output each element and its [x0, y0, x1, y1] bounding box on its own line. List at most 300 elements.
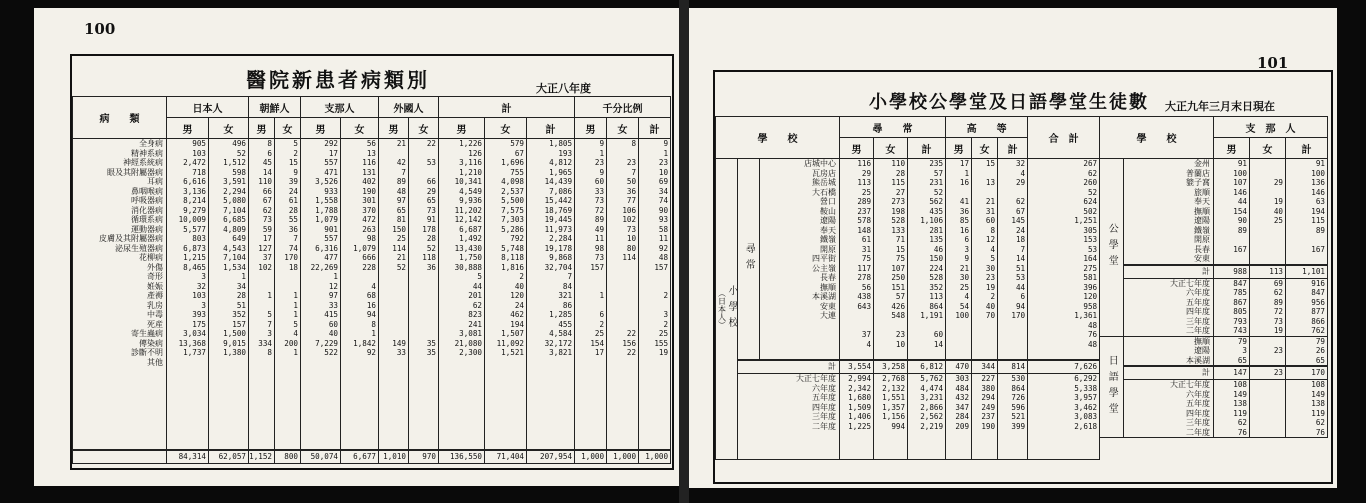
col-male: 男	[301, 118, 341, 139]
table-cell: 25	[396, 234, 406, 243]
data-col-r_s	[639, 139, 671, 451]
table-cell: 39	[288, 177, 298, 186]
table-cell: 3,231	[920, 393, 944, 402]
table-cell: 115	[1311, 216, 1325, 225]
table-cell: 190	[981, 421, 996, 431]
table-cell: 3,462	[1074, 402, 1098, 412]
table-cell	[341, 272, 376, 282]
disease-name: 死産	[147, 319, 163, 329]
table-cell: 9,279	[183, 205, 206, 215]
col-sum: 合 計	[1028, 117, 1100, 159]
total-label: 計	[1124, 265, 1214, 279]
table-cell: 472	[362, 215, 376, 224]
table-cell: 107	[891, 263, 906, 273]
table-cell: 118	[422, 253, 436, 262]
table-cell: 7	[631, 167, 637, 177]
table-cell: 36	[426, 262, 436, 272]
table-cell: 916	[1311, 278, 1325, 288]
table-cell: 1,225	[848, 421, 872, 431]
table-cell: 785	[1233, 288, 1247, 297]
table-cell: 22	[426, 139, 436, 148]
table-cell	[972, 321, 995, 331]
table-cell: 51	[1015, 263, 1026, 273]
date-label: 大正九年三月末日現在	[1165, 100, 1275, 113]
data-col-jp_f	[209, 139, 249, 451]
disease-name: 神經系統病	[123, 158, 163, 167]
table-cell	[249, 272, 272, 282]
table-cell: 116	[857, 159, 872, 168]
table-cell: 110	[258, 177, 272, 186]
school-name: 公主嶺	[812, 263, 837, 273]
table-cell: 100	[955, 311, 970, 320]
table-cell: 1,492	[459, 234, 482, 243]
table-cell: 28	[895, 168, 906, 178]
disease-name: 姙娠	[147, 281, 163, 291]
table-cell	[972, 188, 995, 198]
table-cell: 548	[891, 311, 906, 320]
col-female: 女	[209, 118, 249, 139]
table-cell: 90	[658, 205, 669, 215]
table-cell: 89	[396, 177, 406, 186]
data-col-cn_m	[301, 139, 341, 451]
table-cell: 1,965	[549, 167, 573, 177]
table-cell: 52	[1087, 187, 1098, 197]
grand-total-cell: 84,314	[167, 450, 209, 464]
table-cell: 557	[324, 234, 338, 243]
table-cell	[1286, 235, 1325, 245]
table-cell: 281	[929, 225, 944, 235]
table-cell: 6	[599, 310, 605, 319]
table-cell: 10	[626, 234, 637, 243]
table-cell: 32	[196, 281, 206, 291]
year-col	[972, 374, 998, 460]
year-label: 二年度	[1186, 427, 1210, 437]
table-cell: 303	[955, 374, 970, 383]
table-cell: 2,768	[882, 374, 906, 383]
sum-col	[1028, 159, 1100, 361]
left-page	[34, 8, 679, 486]
table-cell: 108	[1311, 380, 1325, 389]
table-cell: 36	[288, 224, 298, 234]
table-cell: 7	[293, 234, 298, 243]
table-cell: 3,821	[549, 348, 573, 357]
table-cell: 6,316	[315, 243, 338, 253]
table-cell: 133	[891, 225, 906, 235]
table-cell: 63	[1315, 197, 1325, 206]
data-col-cn_f	[341, 139, 379, 451]
table-cell	[1250, 235, 1283, 245]
table-cell: 16	[959, 225, 970, 235]
table-cell	[607, 291, 636, 301]
table-cell: 762	[1311, 326, 1325, 335]
table-cell: 2,294	[223, 186, 246, 196]
table-cell: 3	[201, 272, 206, 281]
school-name: 瓦房店	[812, 168, 837, 178]
year-label: 六年度	[1186, 389, 1210, 399]
table-cell: 33	[328, 300, 338, 310]
grand-total-cell: 1,010	[379, 450, 409, 464]
table-cell: 62	[472, 300, 482, 310]
table-cell: 48	[1087, 339, 1098, 349]
table-cell: 41	[959, 197, 970, 206]
table-cell: 170	[1011, 311, 1026, 320]
table-cell: 462	[510, 310, 524, 319]
table-cell: 36	[626, 186, 637, 196]
table-cell	[409, 168, 436, 178]
table-cell: 100	[1233, 168, 1247, 178]
year-label: 四年度	[1186, 307, 1210, 316]
table-cell: 1	[293, 348, 298, 357]
table-cell: 73	[426, 205, 436, 215]
school-names	[760, 159, 840, 361]
total-cell: 170	[1286, 366, 1328, 380]
table-cell	[840, 311, 871, 321]
table-cell: 14	[933, 339, 944, 349]
table-cell: 157	[232, 319, 246, 329]
table-cell	[409, 301, 436, 311]
total-cell: 7,626	[1028, 360, 1100, 374]
table-cell	[840, 321, 871, 331]
table-cell: 2,284	[549, 234, 573, 243]
table-cell: 3,526	[315, 177, 338, 186]
table-cell: 5,762	[920, 374, 944, 383]
nichigo-female-col	[1250, 336, 1286, 366]
table-cell: 23	[895, 330, 906, 339]
table-cell: 98	[366, 234, 376, 243]
table-cell: 65	[1237, 355, 1247, 365]
table-cell: 113	[857, 178, 872, 187]
table-cell: 2,472	[183, 158, 206, 167]
table-cell: 666	[362, 253, 376, 262]
table-cell: 13	[985, 178, 996, 187]
public-female-col	[1250, 159, 1286, 265]
table-cell: 108	[1233, 380, 1247, 389]
year-label: 五年度	[1186, 399, 1210, 408]
table-cell: 76	[1315, 427, 1325, 437]
col-sum: 計	[639, 118, 671, 139]
table-cell: 80	[626, 243, 637, 253]
table-cell: 1,361	[1074, 311, 1098, 320]
table-cell	[379, 301, 406, 311]
table-cell: 2	[599, 319, 605, 329]
disease-name: 診斷不明	[131, 348, 163, 357]
table-cell: 91	[1237, 159, 1247, 168]
table-cell: 273	[891, 197, 906, 206]
grand-total-cell: 1,152	[249, 450, 275, 464]
table-cell: 53	[426, 158, 436, 167]
table-cell: 69	[1273, 278, 1283, 288]
disease-name: 精神系病	[131, 148, 163, 158]
table-cell: 2	[293, 148, 298, 158]
table-cell: 5	[293, 319, 298, 329]
table-cell: 59	[262, 224, 272, 234]
table-cell: 1,156	[882, 412, 906, 421]
grand-total-cell: 71,404	[485, 450, 527, 464]
table-cell: 13	[366, 148, 376, 158]
col-male: 男	[167, 118, 209, 139]
col-female: 女	[874, 138, 908, 159]
table-cell: 52	[396, 262, 406, 272]
table-cell: 31	[861, 244, 872, 254]
table-cell: 1,226	[459, 139, 482, 148]
year-label: 二年度	[812, 421, 837, 431]
school-name: 安東	[1194, 254, 1210, 263]
table-cell: 380	[981, 383, 996, 393]
table-cell: 91	[1315, 159, 1325, 168]
table-cell: 3,116	[459, 158, 482, 167]
table-cell	[1250, 418, 1283, 428]
table-cell: 2	[663, 291, 669, 300]
table-cell: 7,575	[501, 205, 524, 215]
common-female-col	[874, 159, 908, 361]
school-name: 四平街	[812, 254, 837, 263]
table-cell: 352	[232, 310, 246, 319]
data-col-kr_f	[275, 139, 301, 451]
table-cell: 227	[981, 374, 996, 383]
table-cell: 901	[324, 224, 338, 234]
table-cell: 9,868	[549, 253, 573, 262]
table-cell: 4	[1020, 168, 1026, 178]
year-labels	[1124, 380, 1214, 438]
table-cell: 1,210	[459, 167, 482, 177]
table-cell: 13,430	[454, 243, 482, 253]
disease-name: 產褥	[147, 291, 163, 300]
table-cell: 14	[262, 167, 272, 177]
col-male: 男	[840, 138, 874, 159]
data-col-t_s	[527, 139, 575, 451]
table-cell: 50	[626, 177, 637, 186]
table-cell: 2	[990, 292, 996, 301]
table-cell: 260	[1083, 178, 1098, 187]
table-cell	[946, 321, 969, 331]
table-cell: 29	[1273, 178, 1283, 187]
table-cell: 23	[626, 158, 637, 167]
common-total-col	[908, 159, 946, 361]
school-name: 長春	[820, 273, 837, 282]
table-cell: 77	[626, 196, 637, 205]
table-cell: 29	[426, 186, 436, 196]
table-cell: 1	[293, 300, 298, 310]
table-cell: 55	[288, 215, 298, 224]
table-cell: 65	[1315, 355, 1325, 365]
table-cell	[1250, 390, 1283, 400]
table-cell: 5,080	[223, 196, 246, 205]
table-cell: 52	[933, 187, 944, 197]
table-cell	[946, 340, 969, 350]
table-cell: 153	[1083, 235, 1098, 244]
table-cell: 393	[192, 310, 206, 319]
public-school-names	[1124, 159, 1214, 265]
table-cell: 3	[964, 244, 970, 254]
table-cell: 126	[468, 148, 482, 158]
table-cell: 32,704	[544, 262, 573, 272]
table-cell: 847	[1233, 278, 1247, 288]
table-cell	[379, 272, 406, 282]
col-korean: 朝鮮人	[249, 97, 301, 118]
year-col	[1214, 278, 1250, 336]
side-label-nichigo: 日語學堂	[1100, 336, 1124, 438]
table-cell	[1250, 169, 1283, 179]
table-cell: 19,178	[544, 243, 573, 253]
table-cell: 530	[1011, 374, 1026, 383]
page-number: 101	[1257, 54, 1289, 72]
disease-name: 泌尿生殖器病	[115, 243, 163, 253]
table-cell: 596	[1011, 402, 1026, 412]
table-cell: 4	[990, 244, 996, 254]
table-cell: 522	[324, 348, 338, 357]
table-cell: 17	[328, 148, 338, 158]
table-cell: 42	[396, 158, 406, 167]
table-cell	[575, 282, 604, 292]
table-cell: 19	[658, 348, 669, 357]
table-cell: 44	[1015, 282, 1026, 292]
table-cell: 40	[985, 301, 996, 311]
col-female: 女	[972, 138, 998, 159]
table-cell: 18,769	[544, 205, 573, 215]
col-male: 男	[575, 118, 607, 139]
table-cell: 228	[362, 262, 376, 272]
disease-name: 其他	[147, 357, 163, 367]
higher-total-col	[998, 159, 1028, 361]
table-cell: 150	[392, 224, 406, 234]
table-cell: 53	[1015, 273, 1026, 282]
table-cell: 194	[510, 319, 524, 329]
grand-total-cell: 800	[275, 450, 301, 464]
table-cell: 284	[955, 412, 970, 421]
table-cell: 5	[477, 272, 482, 281]
school-name: 奉天	[1194, 197, 1210, 206]
table-cell: 138	[1311, 399, 1325, 408]
table-cell: 68	[366, 291, 376, 300]
col-ratio: 千分比例	[575, 97, 671, 118]
table-cell	[639, 282, 668, 292]
year-label: 大正七年度	[796, 374, 837, 383]
table-cell	[998, 321, 1025, 331]
table-cell: 71	[895, 235, 906, 244]
table-cell: 1,788	[315, 205, 338, 215]
school-name: 熊岳城	[812, 178, 837, 187]
year-labels	[738, 374, 840, 460]
table-cell: 33	[594, 186, 605, 196]
table-cell: 956	[1311, 297, 1325, 307]
table-cell: 178	[422, 224, 436, 234]
table-cell	[607, 263, 636, 273]
table-cell: 502	[1083, 206, 1098, 216]
table-cell: 1,285	[549, 310, 573, 319]
table-cell: 9	[964, 254, 970, 263]
table-cell	[607, 310, 636, 320]
table-cell: 1	[241, 272, 246, 281]
disease-name: 鼻咽喉病	[131, 186, 163, 196]
table-cell	[575, 272, 604, 282]
col-foreign: 外國人	[379, 97, 439, 118]
table-cell: 24	[514, 300, 524, 310]
table-cell: 334	[258, 338, 272, 348]
side-label-public: 公學堂	[1100, 159, 1124, 337]
table-cell: 74	[288, 243, 298, 253]
table-cell: 149	[1233, 389, 1247, 399]
table-cell: 22,269	[310, 262, 338, 272]
table-cell: 113	[929, 292, 944, 301]
table-cell: 7,086	[549, 186, 573, 196]
table-cell	[409, 310, 436, 320]
table-cell: 93	[658, 215, 669, 224]
school-name: 貔子窩	[1186, 178, 1210, 187]
table-cell: 148	[857, 225, 872, 235]
table-cell: 477	[324, 253, 338, 262]
table-cell: 496	[232, 139, 246, 148]
table-cell: 301	[362, 196, 376, 205]
school-name: 金州	[1194, 159, 1210, 168]
table-cell: 1,079	[353, 243, 376, 253]
table-cell: 1,509	[848, 402, 872, 412]
table-cell: 149	[1311, 389, 1325, 399]
table-cell: 89	[594, 215, 605, 224]
table-cell: 6	[964, 235, 970, 244]
table-cell	[1214, 235, 1247, 245]
table-cell: 578	[857, 216, 872, 225]
col-total: 計	[439, 97, 575, 118]
grand-total-cell: 1,000	[607, 450, 639, 464]
table-cell: 81	[396, 215, 406, 224]
table-cell: 864	[929, 301, 944, 311]
table-cell: 18	[288, 262, 298, 272]
table-cell: 352	[929, 282, 944, 292]
side-label-primary: 小學校 （日本人）	[716, 159, 738, 460]
table-cell: 3	[201, 300, 206, 310]
table-cell: 4,549	[459, 186, 482, 196]
table-cell: 52	[236, 148, 246, 158]
table-cell: 11	[594, 234, 605, 243]
table-cell: 167	[1233, 244, 1247, 254]
table-cell: 528	[891, 216, 906, 225]
table-cell: 1	[371, 329, 376, 338]
table-cell: 75	[895, 254, 906, 263]
disease-name: 耳病	[147, 177, 163, 186]
school-name: 開原	[820, 244, 837, 254]
table-cell: 94	[366, 310, 376, 319]
table-cell: 67	[514, 148, 524, 158]
table-cell: 65	[426, 196, 436, 205]
table-cell: 209	[955, 421, 970, 431]
table-cell: 305	[1083, 225, 1098, 235]
year-label: 大正七年度	[1170, 380, 1210, 389]
table-cell: 250	[891, 273, 906, 282]
table-cell: 25	[959, 282, 970, 292]
grand-total-cell: 136,550	[439, 450, 485, 464]
table-cell: 933	[324, 186, 338, 196]
table-cell: 36	[959, 206, 970, 216]
page-title: 小學校公學堂及日語學堂生徒數	[869, 92, 1149, 113]
grand-total-cell: 1,000	[575, 450, 607, 464]
table-cell: 21	[396, 139, 406, 148]
table-cell	[946, 330, 969, 340]
table-cell: 581	[1083, 273, 1098, 282]
table-cell: 34	[658, 186, 669, 196]
year-labels	[1124, 278, 1214, 336]
table-cell	[379, 320, 406, 330]
table-cell: 438	[857, 292, 872, 301]
table-cell: 100	[1311, 168, 1325, 178]
table-cell: 37	[262, 253, 272, 262]
table-cell	[249, 282, 272, 292]
data-col-t_m	[439, 139, 485, 451]
school-name: 安東	[820, 301, 837, 311]
school-name: 大石橋	[812, 187, 837, 197]
table-cell: 27	[895, 187, 906, 197]
table-cell	[379, 329, 406, 339]
table-cell: 40	[328, 329, 338, 338]
